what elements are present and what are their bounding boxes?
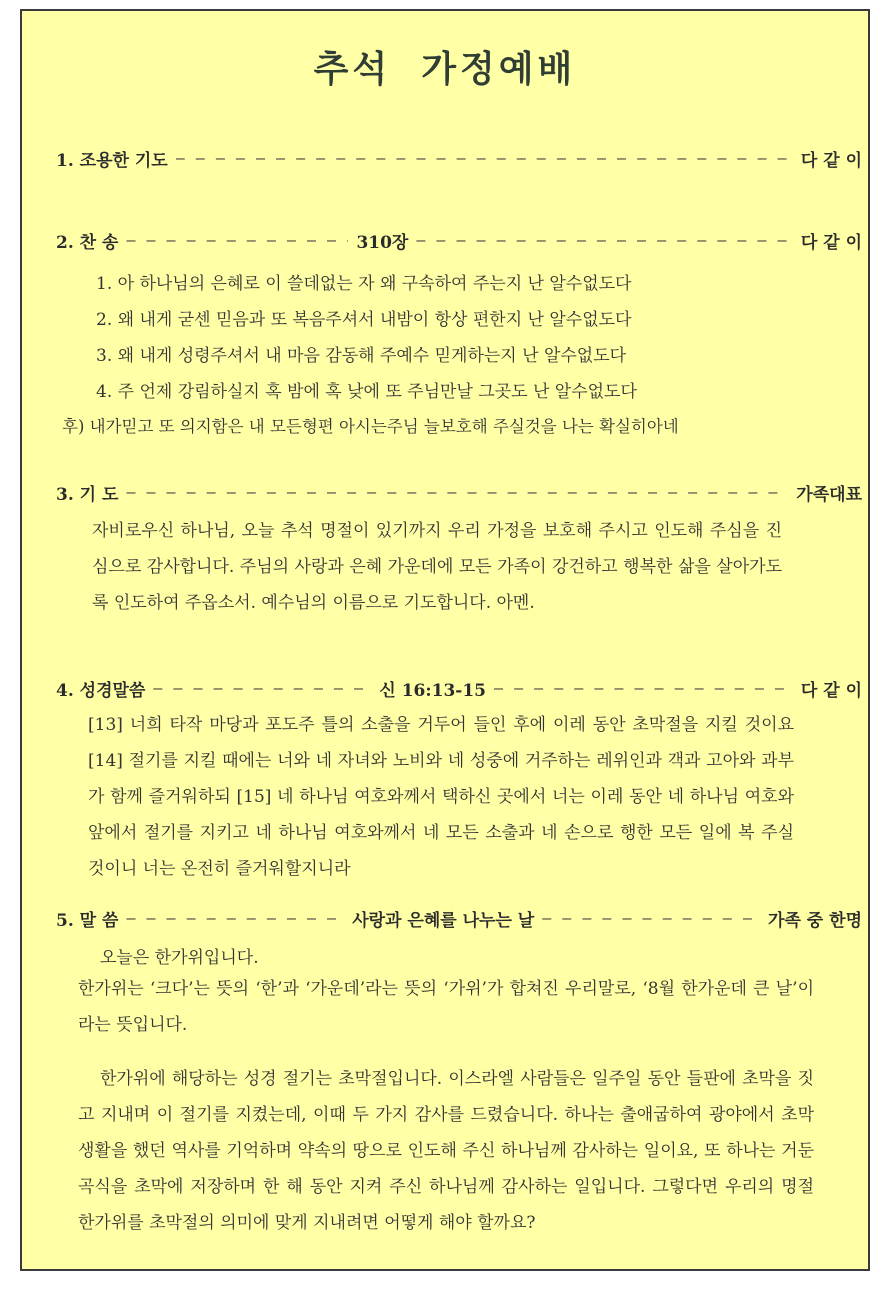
section-leader: 가족대표 bbox=[796, 484, 862, 505]
title-part2: 가정예배 bbox=[421, 49, 577, 90]
dash-leader bbox=[494, 679, 793, 697]
prayer-text: 자비로우신 하나님, 오늘 추석 명절이 있기까지 우리 가정을 보호해 주시고 인도해 주심을 진심으로 감사합니다. 주님의 사랑과 은혜 가운데에 모든 가족이 강건하고 행복한 삶을 살아가도록 인도하여 주옵소서. 예수님의 이름으로 기도합니다. 아멘. bbox=[92, 521, 782, 613]
section-leader: 다 같 이 bbox=[800, 150, 862, 171]
dash-leader bbox=[126, 909, 344, 927]
section-label: 3. 기 도 bbox=[56, 484, 119, 505]
sermon-paragraph-1: 한가위는 ‘크다’는 뜻의 ‘한’과 ‘가운데’라는 뜻의 ‘가위’가 합쳐진 우리말로, ‘8월 한가운데 큰 날’이라는 뜻입니다. bbox=[78, 979, 814, 1035]
dash-leader bbox=[153, 679, 371, 697]
hymn-verse-4: 4. 주 언제 강림하실지 혹 밤에 혹 낮에 또 주님만날 그곳도 난 알수없도다 bbox=[96, 382, 637, 402]
section-label: 5. 말 씀 bbox=[56, 910, 119, 931]
section-label: 4. 성경말씀 bbox=[56, 680, 146, 701]
hymn-number: 310장 bbox=[356, 232, 409, 253]
section-prayer bbox=[56, 477, 862, 507]
dash-leader bbox=[416, 231, 793, 249]
dash-leader bbox=[176, 149, 793, 167]
section-leader: 가족 중 한명 bbox=[768, 910, 862, 931]
scripture-reference: 신 16:13-15 bbox=[379, 680, 487, 701]
scripture-text: [13] 너희 타작 마당과 포도주 틀의 소출을 거두어 들인 후에 이레 동안 초막절을 지킬 것이요 [14] 절기를 지킬 때에는 너와 네 자녀와 노비와 네 성중에 거주하는 레위인과 객과 고아와 과부가 함께 즐거워하되 [15] 네 하나님 여호와께서 택하신 곳에서 너는 이레 동안 네 하나님 여호와 앞에서 절기를 지키고 네 하나님 여호와께서 네 모든 소출과 네 손으로 행한 모든 일에 복 주실 것이니 너는 온전히 즐거워할지니라 bbox=[88, 715, 794, 879]
sermon-paragraph-2: 한가위에 해당하는 성경 절기는 초막절입니다. 이스라엘 사람들은 일주일 동안 들판에 초막을 짓고 지내며 이 절기를 지켰는데, 이때 두 가지 감사를 드렸습니다. 하나는 출애굽하여 광야에서 초막 생활을 했던 역사를 기억하며 약속의 땅으로 인도해 주신 하나님께 감사하는 일이요, 또 하나는 거둔 곡식을 초막에 저장하며 한 해 동안 지켜 주신 하나님께 감사하는 일입니다. 그렇다면 우리의 명절 한가위를 초막절의 의미에 맞게 지내려면 어떻게 해야 할까요? bbox=[78, 1069, 814, 1233]
dash-leader bbox=[126, 483, 788, 501]
dash-leader bbox=[126, 231, 348, 249]
sermon-opening: 오늘은 한가위입니다. bbox=[100, 948, 259, 968]
sermon-title: 사랑과 은혜를 나누는 날 bbox=[352, 910, 535, 931]
hymn-chorus: 후) 내가믿고 또 의지함은 내 모든형편 아시는주님 늘보호해 주실것을 나는 확실히아네 bbox=[62, 417, 679, 436]
page-title bbox=[22, 41, 868, 92]
section-leader: 다 같 이 bbox=[800, 680, 862, 701]
section-sermon bbox=[56, 903, 862, 933]
section-silent-prayer bbox=[56, 143, 862, 173]
hymn-verse-1: 1. 아 하나님의 은혜로 이 쓸데없는 자 왜 구속하여 주는지 난 알수없도다 bbox=[96, 274, 632, 294]
hymn-verse-3: 3. 왜 내게 성령주셔서 내 마음 감동해 주예수 믿게하는지 난 알수없도다 bbox=[96, 346, 627, 366]
title-part1: 추석 bbox=[313, 49, 392, 90]
dash-leader bbox=[542, 909, 760, 927]
section-scripture bbox=[56, 673, 862, 703]
section-label: 1. 조용한 기도 bbox=[56, 150, 168, 171]
hymn-verse-2: 2. 왜 내게 굳센 믿음과 또 복음주셔서 내밤이 항상 편한지 난 알수없도다 bbox=[96, 310, 632, 330]
section-leader: 다 같 이 bbox=[800, 232, 862, 253]
section-label: 2. 찬 송 bbox=[56, 232, 119, 253]
worship-sheet bbox=[20, 9, 870, 1271]
section-hymn bbox=[56, 225, 862, 255]
